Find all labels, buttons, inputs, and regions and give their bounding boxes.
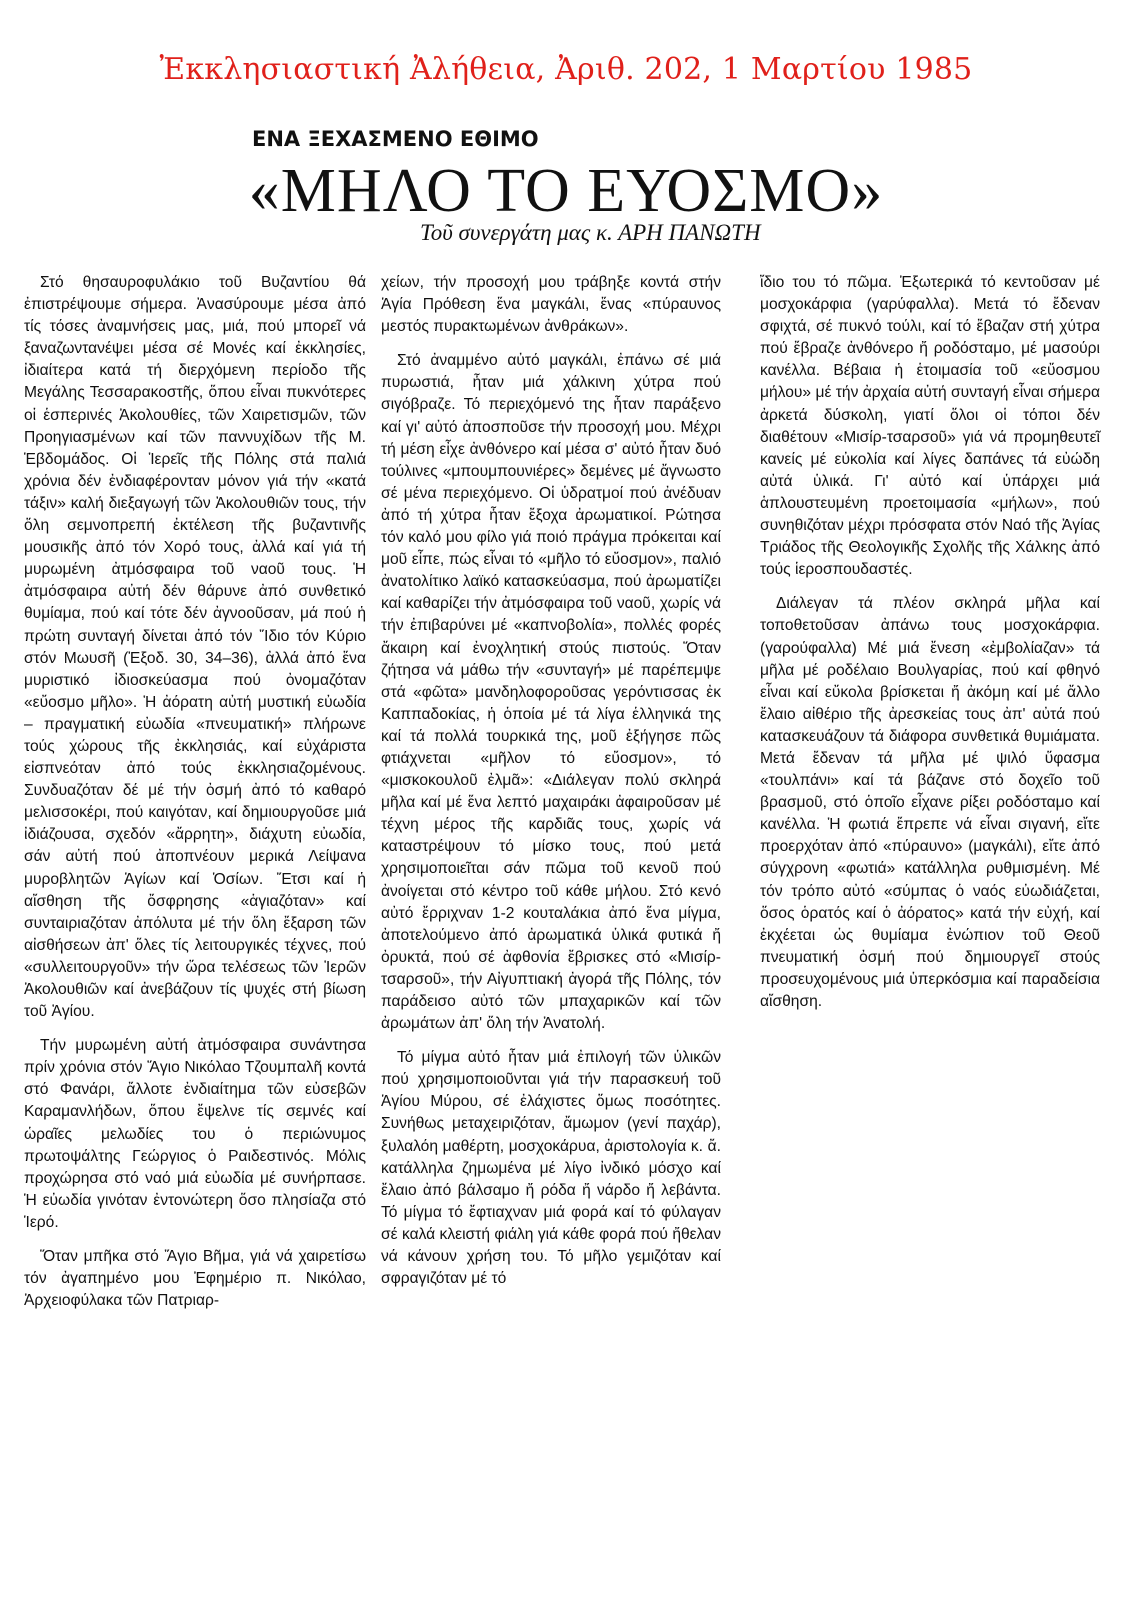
text-column-1 xyxy=(24,272,366,1324)
paragraph: Τήν μυρωμένη αὐτή ἀτμόσφαιρα συνάντησα πρίν χρόνια στόν Ἅγιο Νικόλαο Τζουμπαλῆ κοντά στό Φανάρι, ἄλλοτε ἐνδιαίτημα τῶν εὐσεβῶν Καραμανλήδων, ὅπου ἔψελνε τίς σεμνές καί ὡραῖες μελωδίες του ὁ περιώνυμος πρωτοψάλτης Γεώργιος ὁ Ραιδεστινός. Μόλις προχώρησα στό ναό μιά εὐωδία μέ συνήρπασε. Ἡ εὐωδία γινόταν ἐντονώτερη ὅσο πλησίαζα στό Ἱερό. xyxy=(24,1037,366,1231)
paragraph: Τό μίγμα αὐτό ἦταν μιά ἐπιλογή τῶν ὑλικῶν πού χρησιμοποιοῦνται γιά τήν παρασκευή τοῦ Ἁγίου Μύρου, σέ ἐλάχιστες ὅμως ποσότητες. Συνήθως μεταχειριζόταν, ἄμωμον (γενί παχάρ), ξυλαλόη μαθέρτη, μοσχοκάρυα, ἀριστολογία κ. ἄ. κατάλληλα ζημωμένα μέ λίγο ἰνδικό μόσχο καί ἔλαιο ἀπό βάλσαμο ἤ ρόδα ἤ νάρδο ἤ λεβάντα. Τό μίγμα τό ἔφτιαχναν μιά φορά καί τό φύλαγαν σέ καλά κλειστή φιάλη γιά κάθε φορά πού ἤθελαν νά κάνουν χρήση του. Τό μῆλο γεμιζόταν καί σφραγιζόταν μέ τό xyxy=(381,1049,721,1288)
paragraph: χείων, τήν προσοχή μου τράβηξε κοντά στήν Ἁγία Πρόθεση ἕνα μαγκάλι, ἕνας «πύραυνος μεστός πυρακτωμένων ἀνθράκων». xyxy=(381,274,721,336)
paragraph: ἴδιο του τό πῶμα. Ἐξωτερικά τό κεντοῦσαν μέ μοσχοκάρφια (γαρύφαλλα). Μετά τό ἔδεναν σφιχτά, σέ πυκνό τούλι, καί τό ἔβαζαν στή χύτρα πού ἔβραζε ἀνθόνερο ἤ ροδόσταμο, μέ μασούρι κανέλλα. Βέβαια ἡ ἑτοιμασία τοῦ «εὔοσμου μήλου» μέ τήν ἀρχαία αὐτή συνταγή εἶναι σήμερα ἀρκετά δύσκολη, γιατί ὅλοι οἱ τόποι δέν διαθέτουν «Μισίρ-τσαρσοῦ» γιά νά προμηθευτεῖ κανείς μέ εὐκολία καί λίγες δαπάνες τά εὐώδη αὐτά ὑλικά. Γι' αὐτό καί ὑπάρχει μιά ἁπλουστευμένη προετοιμασία «μήλων», πού συνηθιζόταν μέχρι πρόσφατα στόν Ναό τῆς Ἁγίας Τριάδος τῆς Θεολογικῆς Σχολῆς τῆς Χάλκης ἀπό τούς ἱεροσπουδαστές. xyxy=(760,274,1100,579)
paragraph: Στό θησαυροφυλάκιο τοῦ Βυζαντίου θά ἐπιστρέψουμε σήμερα. Ἀνασύρουμε μέσα ἀπό τίς τόσες ἀναμνήσεις μας, μιά, πού μπορεῖ νά ξαναζωντανέψει μέσα σέ Μονές καί ἐκκλησίες, ἰδιαίτερα κατά τή διερχόμενη περίοδο τῆς Μεγάλης Τεσσαρακοστῆς, ὅπου εἶναι πυκνότερες οἱ ἑσπερινές Ἀκολουθίες, τῶν Χαιρετισμῶν, τῶν Προηγιασμένων καί τῶν παννυχίδων τῆς Μ. Ἑβδομάδος. Οἱ Ἱερεῖς τῆς Πόλης στά παλιά χρόνια δέν ἐνδιαφέρονταν μόνον γιά τήν «κατά τάξιν» καλή διεξαγωγή τῶν Ἀκολουθιῶν τους, τήν ὅλη σεμνοπρεπή ἐκτέλεση τῆς βυζαντινῆς μουσικῆς ἀπό τόν Χορό τους, ἀλλά καί γιά τή μυρωμένη ἀτμόσφαιρα τοῦ ναοῦ τους. Ἡ ἀτμόσφαιρα αὐτή δέν θάρυνε ἀπό συνθετικό θυμίαμα, πού καί τότε δέν ἀγνοοῦσαν, μά πού ἡ πρώτη συνταγή δίνεται ἀπό τόν Ἴδιο τόν Κύριο στόν Μωυσῆ (Ἐξοδ. 30, 34–36), ἀλλά ἀπό ἕνα μυριστικό ἰδιοσκεύασμα πού ὀνομαζόταν «εὔοσμο μῆλο». Ἡ ἀόρατη αὐτή μυστική εὐωδία – πραγματική εὐωδία «πνευματική» πλήρωνε τούς χώρους τῆς ἐκκλησιάς, καί εὐχάριστα εἰσπνεόταν ἀπό τούς ἐκκλησιαζομένους. Συνδυαζόταν δέ μέ τήν ὀσμή ἀπό τό καθαρό μελισσοκέρι, πού καιγόταν, καί δημιουργοῦσε μιά ἰδιάζουσα, σχεδόν «ἄρρητη», διάχυτη εὐωδία, σάν αὐτή πού ἀποπνέουν μερικά Λείψανα μυροβλητῶν Ἁγίων καί Ὁσίων. Ἔτσι καί ἡ αἴσθηση τῆς ὄσφρησης «ἁγιαζόταν» καί συνταιριαζόταν ἀπόλυτα μέ τήν ὅλη ἔξαρση τῶν αἰσθήσεων ἀπ' ὅλες τίς λειτουργικές τέχνες, πού «συλλειτουργοῦν» τήν ὥρα τελέσεως τῶν Ἱερῶν Ἀκολουθιῶν καί ἀνεβάζουν τίς ψυχές στή βίωση τοῦ Ἁγίου. xyxy=(24,274,366,1021)
text-column-2 xyxy=(381,272,721,1302)
paragraph: Ὅταν μπῆκα στό Ἅγιο Βῆμα, γιά νά χαιρετίσω τόν ἀγαπημένο μου Ἐφημέριο π. Νικόλαο, Ἀρχειοφύλακα τῶν Πατριαρ- xyxy=(24,1248,366,1310)
article-kicker: ΕΝΑ ΞΕΧΑΣΜΕΝΟ ΕΘΙΜΟ xyxy=(252,127,539,151)
article-headline: «ΜΗΛΟ ΤΟ ΕΥΟΣΜΟ» xyxy=(248,157,884,225)
text-column-3 xyxy=(760,272,1100,1025)
paragraph: Στό ἀναμμένο αὐτό μαγκάλι, ἐπάνω σέ μιά πυρωστιά, ἦταν μιά χάλκινη χύτρα πού σιγόβραζε. Τό περιεχόμενό της ἦταν παράξενο καί γι' αὐτό ἀποσποῦσε τήν προσοχή μου. Μέχρι τή μέση εἶχε ἀνθόνερο καί μέσα σ' αὐτό ἦταν δυό τούλινες «μπουμπουνιέρες» δεμένες μέ ἄγνωστο σέ μένα περιεχόμενο. Οἱ ὑδρατμοί πού ἀνέδυαν ἀπό τή χύτρα ἦταν ἔξοχα ἀρωματικοί. Ρώτησα τόν καλό μου φίλο γιά ποιό πράγμα πρόκειται καί μοῦ εἶπε, πώς εἶναι τό «μῆλο τό εὔοσμον», παλιό ἀνατολίτικο λαϊκό κατασκεύασμα, πού ἀρωματίζει καί καθαρίζει τήν ἀτμόσφαιρα τοῦ ναοῦ, χωρίς νά τήν ἐπιβαρύνει μέ «καπνοβολία», πολλές φορές ἄκαιρη καί ἐνοχλητική στούς πιστούς. Ὅταν ζήτησα νά μάθω τήν «συνταγή» μέ παρέπεμψε στά «φῶτα» μανδηλοφοροῦσας γερόντισσας ἐκ Καππαδοκίας, ἡ ὁποία μέ τά λίγα ἑλληνικά της καί τά πολλά τουρκικά της, μοῦ ἐξήγησε πῶς φτιάχνεται «μῆλον τό εὔοσμον», τό «μισκοκουλοῦ ἐλμᾶ»: «Διάλεγαν πολύ σκληρά μῆλα καί μέ ἕνα λεπτό μαχαιράκι ἀφαιροῦσαν μέ τέχνη μέρος τῆς καρδιᾶς τους, χωρίς νά καταστρέψουν τό μίσκο τους, πού μετά χρησιμοποιεῖται σάν πῶμα τοῦ κενοῦ πού ἀνοίγεται στό κέντρο τοῦ κάθε μήλου. Στό κενό αὐτό ἔρριχναν 1-2 κουταλάκια ἀπό ἕνα μίγμα, ἀποτελούμενο ἀπό ἀρωματικά ὑλικά φυτικά ἤ ὀρυκτά, πού σέ ἀφθονία ἔβρισκες στό «Μισίρ-τσαρσοῦ», τήν Αἰγυπτιακή ἀγορά τῆς Πόλης, τόν παράδεισο αὐτό τῶν μπαχαρικῶν καί τῶν ἀρωμάτων ἀπ' ὅλη τήν Ἀνατολή. xyxy=(381,352,721,1033)
paragraph: Διάλεγαν τά πλέον σκληρά μῆλα καί τοποθετοῦσαν ἀπάνω τους μοσχοκάρφια. (γαρούφαλλα) Μέ μιά ἔνεση «ἐμβολίαζαν» τά μῆλα μέ ροδέλαιο Βουλγαρίας, πού καί φθηνό εἶναι καί εὔκολα βρίσκεται ἤ ἀκόμη καί μέ ἄλλο ἔλαιο αἰθέριο τῆς ἀρεσκείας τους ἀπ' αὐτά πού κατασκευάζουν τά διάφορα συνθετικά θυμιάματα. Μετά ἔδεναν τά μῆλα μέ ψιλό ὕφασμα «τουλπάνι» καί τά βάζανε στό δοχεῖο τοῦ βρασμοῦ, στό ὁποῖο εἶχανε ρίξει ροδόσταμο καί κανέλλα. Ἡ φωτιά ἔπρεπε νά εἶναι σιγανή, εἴτε προερχόταν ἀπό «πύραυνο» (μαγκάλι), εἴτε ἀπό σύγχρονη «φωτιά» κατάλληλα ρυθμισμένη. Μέ τόν τρόπο αὐτό «σύμπας ὁ ναός εὐωδιάζεται, ὅσος ὁρατός καί ὁ ἀόρατος» κατά τήν εὐχή, καί ἐκχέεται ὡς θυμίαμα ἐνώπιον τοῦ Θεοῦ πνευματική ὀσμή πού δημιουργεῖ στούς προσευχομένους μιά ὑπερκόσμια καί παραδείσια αἴσθηση. xyxy=(760,595,1100,1010)
article-byline: Τοῦ συνεργάτη μας κ. ΑΡΗ ΠΑΝΩΤΗ xyxy=(420,220,761,245)
source-citation: Ἐκκλησιαστική Ἀλήθεια, Ἀριθ. 202, 1 Μαρτίου 1985 xyxy=(159,52,973,87)
